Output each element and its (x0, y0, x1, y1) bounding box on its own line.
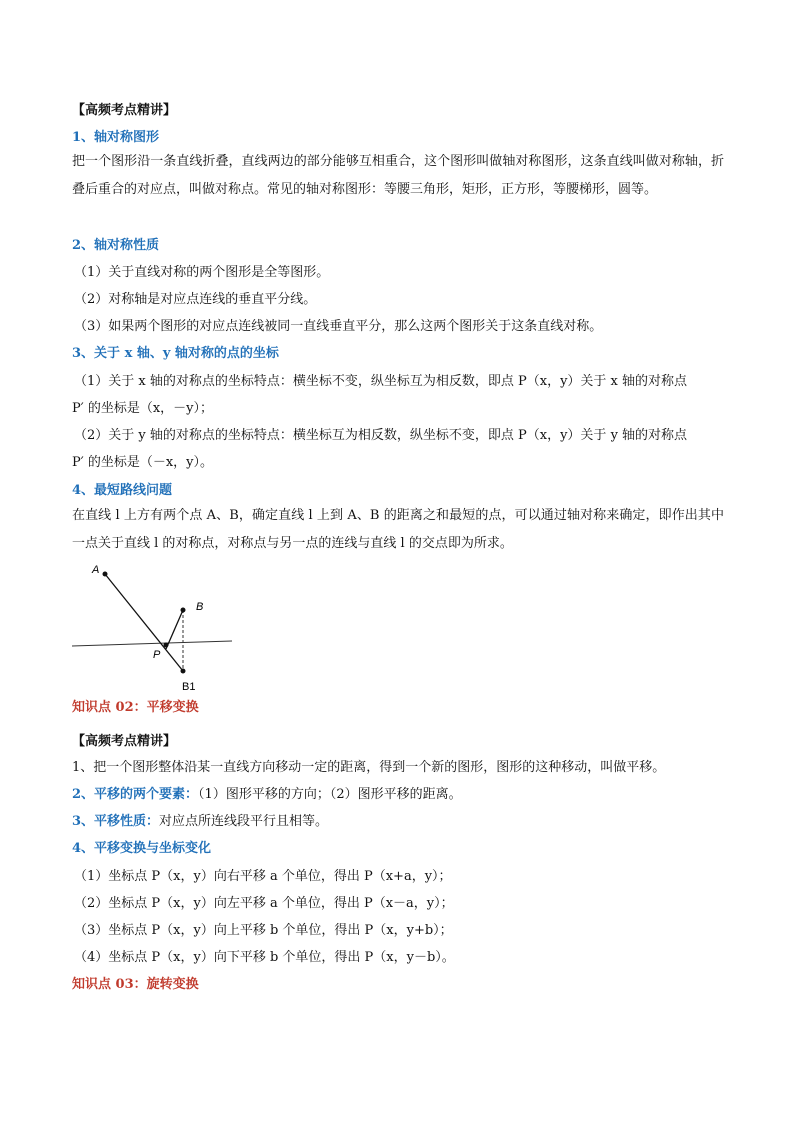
paragraph-shortest-path: 在直线 l 上方有两个点 A、B，确定直线 l 上到 A、B 的距离之和最短的点，可以通过轴对称来确定，即作出其中一点关于直线 l 的对称点，对称点与另一点的连线与直线 l 的交点即为所求。 (72, 508, 724, 551)
paragraph-axis-symmetry: 把一个图形沿一条直线折叠，直线两边的部分能够互相重合，这个图形叫做轴对称图形，这条直线叫做对称轴，折叠后重合的对应点，叫做对称点。常见的轴对称图形：等腰三角形，矩形，正方形，等腰梯形，圆等。 (72, 154, 724, 197)
section-header-2: 【高频考点精讲】 (72, 734, 177, 749)
point-p (164, 643, 169, 648)
label-b1: B1 (182, 681, 196, 693)
x-axis-rule-line1: （1）关于 x 轴的对称点的坐标特点：横坐标不变，纵坐标互为相反数，即点 P（x，y）关于 x 轴的对称点 (74, 374, 688, 389)
symmetry-property-1: （1）关于直线对称的两个图形是全等图形。 (74, 265, 330, 280)
knowledge-point-03: 知识点 03：旋转变换 (72, 977, 199, 992)
translation-elements-text: （1）图形平移的方向；（2）图形平移的距离。 (198, 787, 462, 802)
heading-translation-property: 3、平移性质： (72, 814, 160, 829)
heading-axis-symmetry: 1、轴对称图形 (72, 130, 160, 145)
point-a (103, 572, 108, 577)
translation-elements-line (72, 786, 462, 804)
translation-definition: 1、把一个图形整体沿某一直线方向移动一定的距离，得到一个新的图形，图形的这种移动，叫做平移。 (72, 760, 666, 775)
label-a: A (92, 564, 100, 576)
translation-property-text: 对应点所连线段平行且相等。 (159, 814, 329, 829)
label-p: P (153, 649, 161, 661)
label-b: B (196, 601, 204, 613)
point-b1 (181, 669, 186, 674)
translation-rule-up: （3）坐标点 P（x，y）向上平移 b 个单位，得出 P（x，y+b）； (74, 923, 453, 938)
symmetry-property-3: （3）如果两个图形的对应点连线被同一直线垂直平分，那么这两个图形关于这条直线对称。 (74, 319, 603, 334)
point-b (181, 608, 186, 613)
y-axis-rule-line2: P′ 的坐标是（－x，y）。 (72, 455, 214, 470)
translation-property-line (72, 813, 328, 831)
heading-shortest-path: 4、最短路线问题 (72, 483, 173, 498)
section-header: 【高频考点精讲】 (72, 103, 177, 118)
segment-a-b1 (105, 574, 183, 671)
heading-symmetry-properties: 2、轴对称性质 (72, 238, 160, 253)
translation-rule-right: （1）坐标点 P（x，y）向右平移 a 个单位，得出 P（x+a，y）； (74, 869, 452, 884)
shortest-path-figure (70, 560, 240, 695)
line-l (72, 641, 232, 646)
x-axis-rule-line2: P′ 的坐标是（x，－y）； (72, 401, 214, 416)
knowledge-point-02: 知识点 02：平移变换 (72, 700, 199, 715)
translation-rule-down: （4）坐标点 P（x，y）向下平移 b 个单位，得出 P（x，y－b）。 (74, 950, 455, 965)
symmetry-property-2: （2）对称轴是对应点连线的垂直平分线。 (74, 292, 317, 307)
y-axis-rule-line1: （2）关于 y 轴的对称点的坐标特点：横坐标互为相反数，纵坐标不变，即点 P（x，y）关于 y 轴的对称点 (74, 428, 688, 443)
heading-axis-coordinates: 3、关于 x 轴、y 轴对称的点的坐标 (72, 346, 279, 361)
heading-translation-coordinates: 4、平移变换与坐标变化 (72, 841, 212, 856)
translation-rule-left: （2）坐标点 P（x，y）向左平移 a 个单位，得出 P（x－a，y）； (74, 896, 454, 911)
heading-translation-elements: 2、平移的两个要素： (72, 787, 199, 802)
